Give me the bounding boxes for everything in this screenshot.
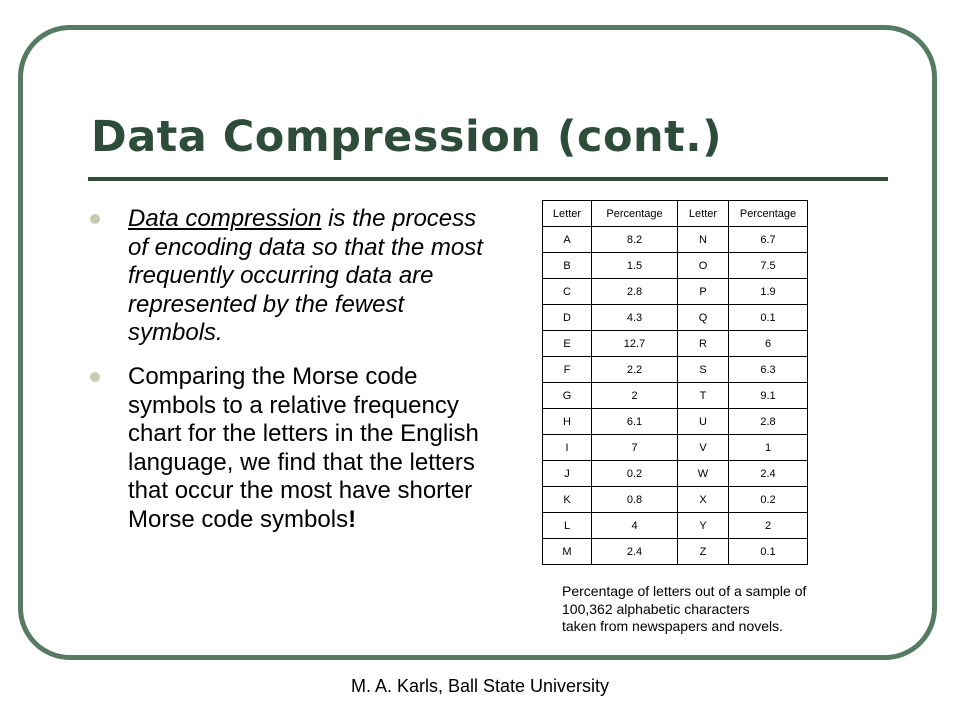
letter-cell: Z (678, 539, 729, 565)
letter-cell: J (543, 461, 592, 487)
letter-cell: Q (678, 305, 729, 331)
table-row (543, 227, 808, 253)
caption-line: Percentage of letters out of a sample of (562, 583, 807, 599)
percentage-cell: 6 (729, 331, 808, 357)
percentage-cell: 0.2 (592, 461, 678, 487)
bullet-item-definition (88, 205, 488, 348)
percentage-cell: 2.2 (592, 357, 678, 383)
percentage-cell: 8.2 (592, 227, 678, 253)
bullet-definition: is the process of encoding data so that the most frequently occurring data are represented by the fewest symbols. (128, 205, 483, 347)
table-row (543, 435, 808, 461)
letter-cell: N (678, 227, 729, 253)
letter-frequency-table (542, 200, 808, 565)
table-row (543, 331, 808, 357)
percentage-cell: 4 (592, 513, 678, 539)
letter-cell: Y (678, 513, 729, 539)
letter-cell: K (543, 487, 592, 513)
bullet-item-morse (88, 363, 488, 535)
table-row (543, 383, 808, 409)
letter-cell: V (678, 435, 729, 461)
column-header: Percentage (592, 201, 678, 227)
percentage-cell: 6.7 (729, 227, 808, 253)
letter-cell: I (543, 435, 592, 461)
table-caption (562, 583, 862, 636)
table-body (543, 227, 808, 565)
percentage-cell: 7 (592, 435, 678, 461)
percentage-cell: 2.4 (592, 539, 678, 565)
letter-cell: M (543, 539, 592, 565)
letter-cell: T (678, 383, 729, 409)
percentage-cell: 2.8 (592, 279, 678, 305)
percentage-cell: 6.1 (592, 409, 678, 435)
table-row (543, 487, 808, 513)
table-row (543, 513, 808, 539)
percentage-cell: 12.7 (592, 331, 678, 357)
bullet-list (88, 205, 488, 535)
bullet-dot-icon (90, 214, 100, 224)
table-row (543, 357, 808, 383)
percentage-cell: 0.2 (729, 487, 808, 513)
percentage-cell: 1.5 (592, 253, 678, 279)
title-underline (88, 177, 888, 181)
letter-cell: H (543, 409, 592, 435)
caption-line: taken from newspapers and novels. (562, 618, 784, 634)
letter-cell: F (543, 357, 592, 383)
percentage-cell: 2.8 (729, 409, 808, 435)
table-row (543, 409, 808, 435)
percentage-cell: 6.3 (729, 357, 808, 383)
percentage-cell: 7.5 (729, 253, 808, 279)
percentage-cell: 1.9 (729, 279, 808, 305)
percentage-cell: 1 (729, 435, 808, 461)
column-header: Percentage (729, 201, 808, 227)
letter-cell: X (678, 487, 729, 513)
percentage-cell: 2 (729, 513, 808, 539)
letter-cell: O (678, 253, 729, 279)
bullet-term: Data compression (128, 205, 322, 232)
letter-cell: C (543, 279, 592, 305)
letter-cell: E (543, 331, 592, 357)
letter-cell: U (678, 409, 729, 435)
percentage-cell: 0.8 (592, 487, 678, 513)
percentage-cell: 0.1 (729, 305, 808, 331)
letter-cell: P (678, 279, 729, 305)
letter-cell: W (678, 461, 729, 487)
letter-cell: B (543, 253, 592, 279)
letter-cell: S (678, 357, 729, 383)
caption-line: 100,362 alphabetic characters (562, 600, 750, 617)
footer-credit: M. A. Karls, Ball State University (350, 676, 610, 696)
column-header: Letter (678, 201, 729, 227)
table-row (543, 253, 808, 279)
bullet-dot-icon (90, 372, 100, 382)
bullet-text (128, 205, 483, 346)
letter-cell: L (543, 513, 592, 539)
table-row (543, 539, 808, 565)
bullet-text: Comparing the Morse code symbols to a relative frequency chart for the letters in the English language, we find that the letters that occur the most have shorter Morse code symbols (128, 362, 479, 533)
table-row (543, 279, 808, 305)
percentage-cell: 2 (592, 383, 678, 409)
letter-cell: G (543, 383, 592, 409)
percentage-cell: 9.1 (729, 383, 808, 409)
slide-title: Data Compression (cont.) (91, 112, 723, 162)
letter-cell: D (543, 305, 592, 331)
percentage-cell: 2.4 (729, 461, 808, 487)
column-header: Letter (543, 201, 592, 227)
table-row (543, 305, 808, 331)
percentage-cell: 0.1 (729, 539, 808, 565)
letter-cell: R (678, 331, 729, 357)
percentage-cell: 4.3 (592, 305, 678, 331)
table-row (543, 461, 808, 487)
letter-cell: A (543, 227, 592, 253)
table-header-row (543, 201, 808, 227)
bullet-exclamation: ! (348, 505, 357, 533)
